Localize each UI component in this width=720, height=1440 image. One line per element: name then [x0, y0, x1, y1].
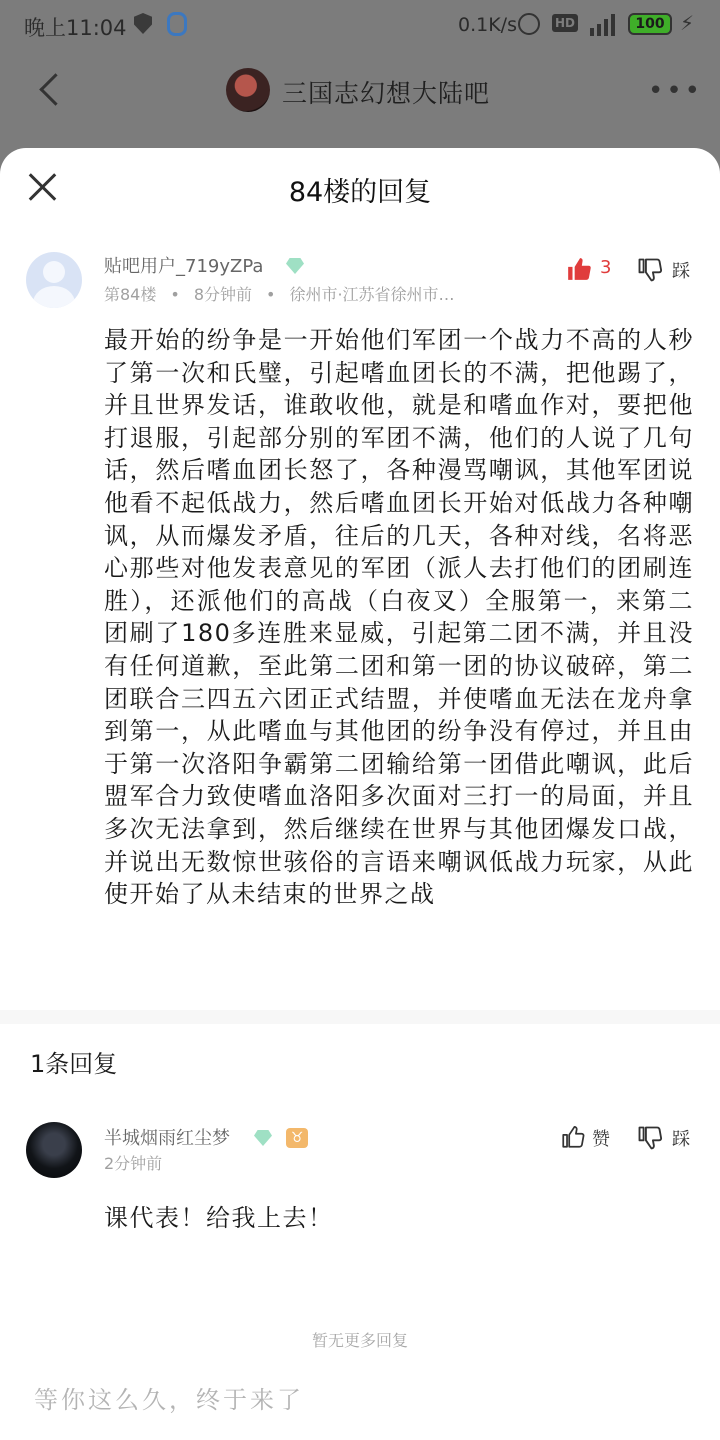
thumb-up-icon [560, 1124, 586, 1150]
back-arrow-icon[interactable] [39, 73, 72, 106]
post-floor: 第84楼 [104, 285, 157, 304]
reply-content: 课代表！给我上去！ [104, 1204, 334, 1232]
zodiac-taurus-icon: ♉ [286, 1128, 308, 1148]
post-content: 最开始的纷争是一开始他们军团一个战力不高的人秒了第一次和氏璧，引起嗜血团长的不满，把他踢了，并且世界发话，谁敢收他，就是和嗜血作对，要把他打退服，引起部分别的军团不满，他们的人说了几句话，然后嗜血团长怒了，各种漫骂嘲讽，其他军团说他看不起低战力，然后嗜血团长开始对低战力各种嘲讽，从而爆发矛盾，往后的几天，各种对线，名将恶心那些对他发表意见的军团（派人去打他们的团刷连胜），还派他们的高战（白夜叉）全服第一，来第二团刷了180多连胜来显威，引起第二团不满，并且没有任何道歉，至此第二团和第一团的协议破碎，第二团联合三四五六团正式结盟，并使嗜血无法在龙舟拿到第一，从此嗜血与其他团的纷争没有停过，并且由于第一次洛阳争霸第二团输给第一团借此嘲讽，此后盟军合力致使嗜血洛阳多次面对三打一的局面，并且多次无法拿到，然后继续在世界与其他团爆发口战，并说出无数惊世骇俗的言语来嘲讽低战力玩家，从此使开始了从未结束的世界之战 [104, 326, 694, 909]
section-divider [0, 1010, 720, 1024]
reply-like-label: 赞 [592, 1129, 610, 1150]
reply-username[interactable]: 半城烟雨红尘梦 [104, 1128, 230, 1149]
more-options-icon[interactable]: ••• [648, 76, 704, 106]
thumb-down-icon [636, 1124, 664, 1152]
post-time: 8分钟前 [193, 285, 252, 304]
thumb-down-icon [636, 256, 664, 284]
reply-dislike-label: 踩 [672, 1129, 690, 1150]
sheet-title: 84楼的回复 [288, 177, 432, 208]
battery-icon: 100 [628, 13, 672, 35]
post-username[interactable]: 贴吧用户_719yZPa [104, 256, 264, 277]
status-time: 晚上11:04 [24, 16, 127, 40]
reply-sheet [0, 148, 720, 1440]
no-more-replies: 暂无更多回复 [311, 1331, 408, 1350]
reply-count: 1条回复 [30, 1050, 118, 1078]
level-gem-icon [254, 1130, 272, 1146]
level-gem-icon [286, 258, 304, 274]
reply-time: 2分钟前 [104, 1154, 163, 1173]
charging-icon: ⚡ [680, 11, 695, 35]
alarm-icon [518, 13, 540, 35]
post-meta: 第84楼 • 8分钟前 • 徐州市·江苏省徐州市… [104, 282, 455, 305]
reply-input-bar [0, 1366, 720, 1440]
shield-icon [134, 13, 152, 34]
like-count: 3 [600, 257, 612, 278]
thumb-up-icon [566, 256, 592, 282]
reply-avatar[interactable] [26, 1122, 82, 1178]
signal-icon [584, 12, 618, 36]
avatar[interactable] [26, 252, 82, 308]
forum-header [0, 52, 720, 132]
status-bar [0, 0, 720, 52]
dislike-label: 踩 [672, 261, 690, 282]
forum-avatar[interactable] [226, 68, 270, 112]
network-speed: 0.1K/s [458, 14, 517, 36]
hd-icon: HD [552, 14, 578, 32]
post-location: 徐州市·江苏省徐州市… [289, 285, 455, 304]
forum-title[interactable]: 三国志幻想大陆吧 [282, 79, 491, 108]
app-notification-icon [167, 12, 187, 36]
reply-input[interactable] [34, 1380, 674, 1420]
